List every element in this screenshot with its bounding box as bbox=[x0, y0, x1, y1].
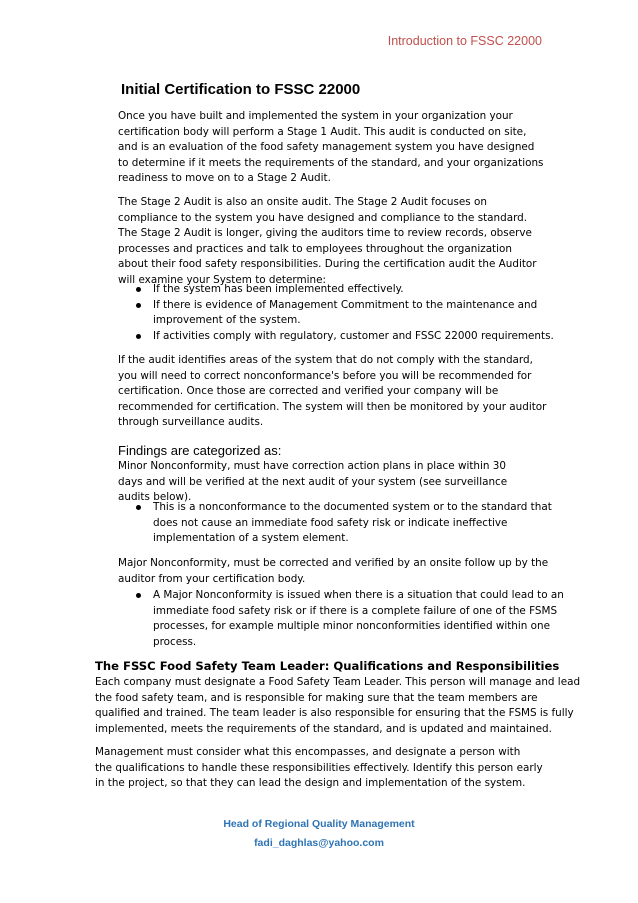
text-line: and is an evaluation of the food safety management system you have designed bbox=[118, 141, 535, 154]
text-line: immediate food safety risk or if there is a complete failure of one of the FSMS bbox=[153, 604, 558, 617]
text-line: days and will be verified at the next audit of your system (see surveillance bbox=[118, 475, 508, 488]
text-line: in the project, so that they can lead the design and implementation of the system. bbox=[95, 777, 526, 790]
running-header: Introduction to FSSC 22000 bbox=[387, 34, 542, 48]
text-line: readiness to move on to a Stage 2 Audit. bbox=[118, 172, 331, 185]
text-line: Management must consider what this encompasses, and designate a person with bbox=[95, 746, 521, 758]
paragraph-management bbox=[95, 745, 543, 792]
bullet-icon bbox=[136, 593, 141, 598]
paragraph-stage1 bbox=[118, 109, 543, 187]
text-line: to determine if it meets the requirements of the standard, and your organizations bbox=[118, 156, 544, 169]
text-line: through surveillance audits. bbox=[118, 416, 264, 429]
text-line: If there is evidence of Management Commitment to the maintenance and bbox=[153, 298, 538, 311]
section-heading-team-leader: The FSSC Food Safety Team Leader: Qualifications and Responsibilities bbox=[95, 659, 560, 673]
bullet-icon bbox=[136, 287, 141, 292]
text-line: certification. Once those are corrected and verified your company will be bbox=[118, 385, 499, 398]
list-item bbox=[153, 588, 564, 650]
text-line: process. bbox=[153, 635, 197, 648]
text-line: certification body will perform a Stage 1 Audit. This audit is conducted on site, bbox=[118, 125, 527, 138]
minor-nonconformity-list bbox=[153, 500, 552, 547]
list-item bbox=[153, 500, 552, 547]
text-line: Major Nonconformity, must be corrected and verified by an onsite follow up by the bbox=[118, 557, 549, 569]
text-line: improvement of the system. bbox=[153, 314, 301, 327]
text-line: processes, for example multiple minor nonconformities identified within one bbox=[153, 620, 550, 633]
text-line: The Stage 2 Audit is longer, giving the auditors time to review records, observe bbox=[118, 227, 532, 240]
text-line: Once you have built and implemented the system in your organization your bbox=[118, 110, 513, 122]
footer-role: Head of Regional Quality Management bbox=[223, 818, 415, 830]
text-line: compliance to the system you have designed and compliance to the standard. bbox=[118, 211, 528, 224]
findings-heading: Findings are categorized as: bbox=[118, 443, 282, 458]
text-line: does not cause an immediate food safety risk or indicate ineffective bbox=[153, 516, 508, 529]
list-item bbox=[153, 298, 554, 329]
paragraph-team-leader bbox=[95, 675, 580, 737]
major-nonconformity-list bbox=[153, 588, 564, 650]
text-line: the qualifications to handle these responsibilities effectively. Identify this person early bbox=[95, 761, 543, 774]
footer-email: fadi_daghlas@yahoo.com bbox=[254, 837, 384, 849]
text-line: implemented, meets the requirements of the standard, and is updated and maintained. bbox=[95, 722, 552, 735]
bullet-icon bbox=[136, 505, 141, 510]
text-line: This is a nonconformance to the documented system or to the standard that bbox=[153, 501, 552, 513]
text-line: Minor Nonconformity, must have correction action plans in place within 30 bbox=[118, 460, 507, 472]
text-line: the food safety team, and is responsible for making sure that the team members are bbox=[95, 691, 538, 704]
text-line: recommended for certification. The system will then be monitored by your auditor bbox=[118, 400, 547, 413]
list-item bbox=[153, 282, 554, 298]
paragraph-major-nonconformity bbox=[118, 556, 548, 587]
text-line: If activities comply with regulatory, customer and FSSC 22000 requirements. bbox=[153, 329, 554, 342]
text-line: processes and practices and talk to employees throughout the organization bbox=[118, 242, 512, 255]
paragraph-nonconformance bbox=[118, 353, 546, 431]
text-line: Each company must designate a Food Safety Team Leader. This person will manage and lead bbox=[95, 676, 581, 688]
text-line: will examine your System to determine: bbox=[118, 273, 326, 286]
paragraph-minor-nonconformity bbox=[118, 459, 507, 506]
paragraph-stage2 bbox=[118, 195, 537, 289]
text-line: you will need to correct nonconformance's before you will be recommended for bbox=[118, 369, 532, 382]
bullet-icon bbox=[136, 303, 141, 308]
text-line: If the audit identifies areas of the system that do not comply with the standard, bbox=[118, 354, 533, 366]
text-line: about their food safety responsibilities. During the certification audit the Auditor bbox=[118, 258, 537, 271]
audit-determination-list bbox=[153, 282, 554, 344]
section-heading-initial-certification: Initial Certification to FSSC 22000 bbox=[121, 81, 361, 98]
list-item bbox=[153, 329, 554, 345]
text-line: auditor from your certification body. bbox=[118, 572, 306, 585]
text-line: A Major Nonconformity is issued when there is a situation that could lead to an bbox=[153, 589, 564, 601]
text-line: implementation of a system element. bbox=[153, 532, 349, 545]
text-line: The Stage 2 Audit is also an onsite audit. The Stage 2 Audit focuses on bbox=[118, 196, 487, 208]
text-line: audits below). bbox=[118, 491, 192, 504]
text-line: qualified and trained. The team leader is also responsible for ensuring that the FSMS is fully bbox=[95, 707, 574, 720]
text-line: If the system has been implemented effectively. bbox=[153, 283, 404, 295]
bullet-icon bbox=[136, 334, 141, 339]
